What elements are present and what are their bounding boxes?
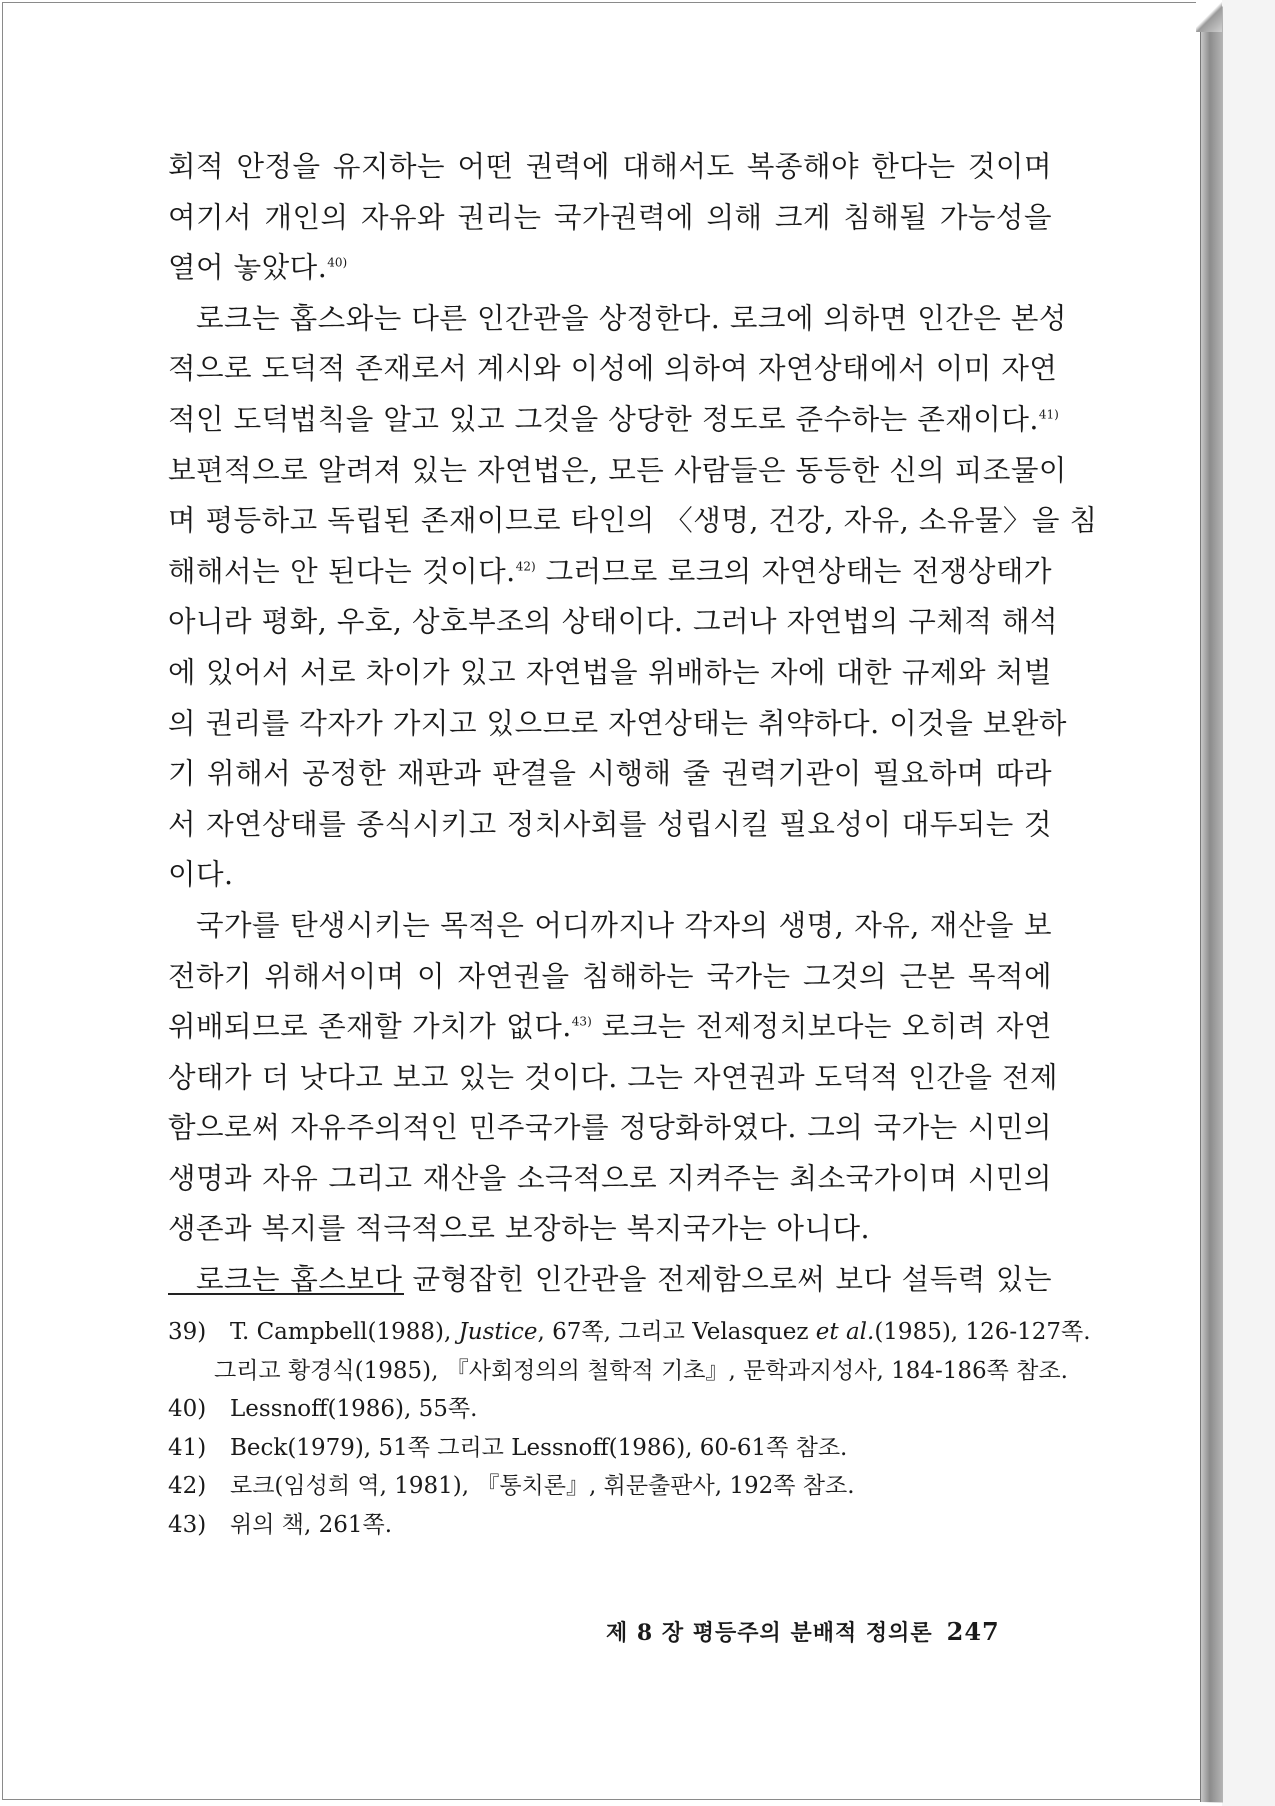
footnote-39 bbox=[168, 1313, 1091, 1390]
page-curl-edge bbox=[1200, 6, 1223, 1802]
text-line: 기 위해서 공정한 재판과 판결을 시행해 줄 권력기관이 필요하며 따라 bbox=[168, 757, 1052, 791]
margin-background bbox=[1222, 0, 1275, 1806]
text-line: 며 평등하고 독립된 존재이므로 타인의 〈생명, 건강, 자유, 소유물〉을 침 bbox=[168, 504, 1098, 538]
text-line: 국가를 탄생시키는 목적은 어디까지나 각자의 생명, 자유, 재산을 보 bbox=[196, 908, 1052, 942]
footnote-ref[interactable]: 40) bbox=[327, 255, 348, 270]
footnote-text: 로크(임성희 역, 1981), 『통치론』, 휘문출판사, 192쪽 참조. bbox=[230, 1473, 855, 1499]
footnote-text: Beck(1979), 51쪽 그리고 Lessnoff(1986), 60-61쪽 참조. bbox=[230, 1434, 848, 1461]
footnote-43 bbox=[168, 1506, 1052, 1545]
text-line: 적으로 도덕적 존재로서 계시와 이성에 의하여 자연상태에서 이미 자연 bbox=[168, 352, 1058, 386]
footnote-ref[interactable]: 41) bbox=[1038, 407, 1059, 422]
text-line: 회적 안정을 유지하는 어떤 권력에 대해서도 복종해야 한다는 것이며 bbox=[168, 150, 1052, 183]
page-corner-fold bbox=[1196, 2, 1222, 32]
footnote-number: 40) bbox=[168, 1396, 207, 1422]
footnote-41 bbox=[168, 1429, 1052, 1468]
text-line: 여기서 개인의 자유와 권리는 국가권력에 의해 크게 침해될 가능성을 bbox=[168, 200, 1052, 234]
footnotes bbox=[168, 1313, 1091, 1544]
text-line: 함으로써 자유주의적인 민주국가를 정당화하였다. 그의 국가는 시민의 bbox=[168, 1111, 1052, 1145]
text-line: 아니라 평화, 우호, 상호부조의 상태이다. 그러나 자연법의 구체적 해석 bbox=[168, 605, 1059, 639]
paragraph bbox=[168, 901, 1059, 1255]
text-line: 적인 도덕법칙을 알고 있고 그것을 상당한 정도로 준수하는 존재이다.$^{41)}$ bbox=[168, 402, 1059, 436]
paragraph bbox=[168, 1255, 1052, 1306]
footnote-number: 41) bbox=[168, 1434, 207, 1461]
footnote-text: Lessnoff(1986), 55쪽. bbox=[230, 1396, 478, 1422]
footnote-number: 39) bbox=[168, 1319, 207, 1345]
text-line: 보편적으로 알려져 있는 자연법은, 모든 사람들은 동등한 신의 피조물이 bbox=[168, 453, 1067, 487]
text-line: 생명과 자유 그리고 재산을 소극적으로 지켜주는 최소국가이며 시민의 bbox=[168, 1161, 1052, 1195]
chapter-title: 제 8 장 평등주의 분배적 정의론 bbox=[606, 1620, 933, 1646]
text-line: 상태가 더 낫다고 보고 있는 것이다. 그는 자연권과 도덕적 인간을 전제 bbox=[168, 1060, 1059, 1094]
footnote-ref[interactable]: 42) bbox=[515, 559, 536, 574]
text-line: 서 자연상태를 종식시키고 정치사회를 성립시킬 필요성이 대두되는 것 bbox=[168, 807, 1052, 841]
text-line: 해해서는 안 된다는 것이다.$^{42)}$ 그러므로 로크의 자연상태는 전쟁상태가 bbox=[168, 554, 1052, 588]
footnote-separator bbox=[168, 1293, 404, 1295]
text-line: 에 있어서 서로 차이가 있고 자연법을 위배하는 자에 대한 규제와 처벌 bbox=[168, 655, 1052, 689]
footnote-42 bbox=[168, 1467, 1052, 1506]
text-line: 생존과 복지를 적극적으로 보장하는 복지국가는 아니다. bbox=[168, 1212, 871, 1246]
text-line: 로크는 홉스와는 다른 인간관을 상정한다. 로크에 의하면 인간은 본성 bbox=[196, 301, 1067, 335]
footnote-continuation: 그리고 황경식(1985), 『사회정의의 철학적 기초』, 문학과지성사, 184-186쪽 참조. bbox=[214, 1357, 1068, 1384]
paragraph bbox=[168, 294, 1098, 901]
paragraph bbox=[168, 142, 1052, 294]
text-line: 열어 놓았다.$^{40)}$ bbox=[168, 251, 348, 285]
footnote-ref[interactable]: 43) bbox=[571, 1014, 592, 1029]
text-line: 로크는 홉스보다 균형잡힌 인간관을 전제함으로써 보다 설득력 있는 bbox=[196, 1263, 1052, 1297]
footnote-number: 43) bbox=[168, 1511, 207, 1538]
footnote-text: 위의 책, 261쪽. bbox=[230, 1511, 393, 1538]
footnote-40 bbox=[168, 1390, 1052, 1429]
text-line: 위배되므로 존재할 가치가 없다.$^{43)}$ 로크는 전제정치보다는 오히려 자연 bbox=[168, 1010, 1052, 1044]
text-line: 이다. bbox=[168, 858, 234, 892]
text-line: 의 권리를 각자가 가지고 있으므로 자연상태는 취약하다. 이것을 보완하 bbox=[168, 706, 1067, 740]
page-number: 247 bbox=[946, 1617, 1000, 1646]
footnote-number: 42) bbox=[168, 1473, 207, 1499]
text-line: 전하기 위해서이며 이 자연권을 침해하는 국가는 그것의 근본 목적에 bbox=[168, 959, 1052, 993]
running-footer bbox=[606, 1616, 1026, 1647]
body-text bbox=[168, 142, 1098, 1306]
footnote-text: T. Campbell(1988), Justice, 67쪽, 그리고 Velasquez et al.(1985), 126-127쪽. bbox=[230, 1319, 1091, 1345]
